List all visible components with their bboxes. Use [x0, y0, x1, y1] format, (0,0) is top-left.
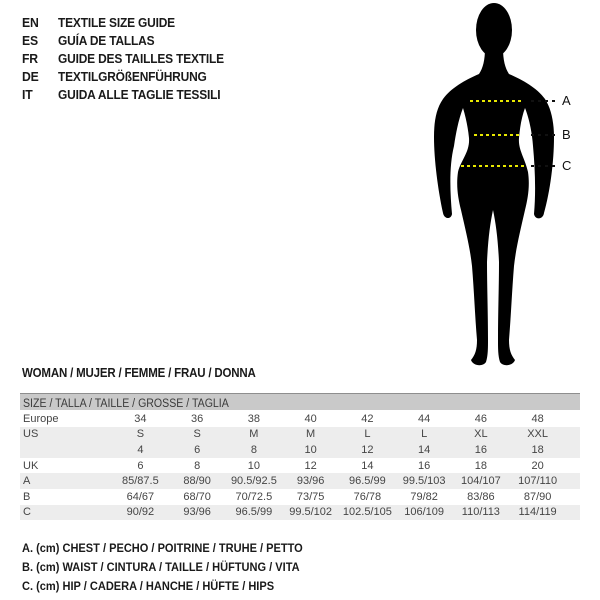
size-cell: 106/109 [404, 506, 444, 519]
size-cell: 44 [418, 412, 431, 425]
size-cell: 12 [361, 443, 374, 456]
legend-line-0 [22, 541, 327, 560]
size-cell: 14 [418, 443, 431, 456]
size-cell: 46 [474, 412, 487, 425]
size-cell: XL [474, 428, 488, 441]
language-code: ES [22, 32, 38, 48]
language-code: EN [22, 14, 39, 30]
measurement-legend [22, 541, 327, 598]
table-row [20, 473, 580, 489]
legend-line-1 [22, 560, 327, 579]
size-cell: 102.5/105 [342, 506, 392, 519]
size-cell: 10 [247, 459, 260, 472]
measure-line-a-body [470, 100, 524, 102]
size-cell: 48 [531, 412, 544, 425]
measure-label-c: C [562, 158, 572, 173]
table-row [20, 505, 580, 521]
row-label: B [23, 490, 31, 503]
size-cell: 110/113 [461, 506, 500, 519]
table-row [20, 442, 580, 458]
size-cell: 38 [247, 412, 260, 425]
table-row [20, 427, 580, 443]
size-cell: 20 [531, 459, 544, 472]
language-label: GUÍA DE TALLAS [58, 32, 155, 48]
size-cell: 93/96 [296, 475, 325, 488]
size-cell: 76/78 [353, 490, 382, 503]
legend-line-text: C. (cm) HIP / CADERA / HANCHE / HÜFTE / HIPS [22, 579, 275, 593]
table-header-bar [20, 393, 580, 410]
size-cell: S [136, 428, 145, 441]
row-label: C [23, 506, 31, 519]
measure-line-b-body [474, 134, 520, 136]
size-cell: 114/119 [518, 506, 557, 519]
measure-line-b-pointer [531, 134, 558, 136]
woman-silhouette-figure [415, 0, 575, 370]
language-label: TEXTILE SIZE GUIDE [58, 14, 175, 30]
row-label: A [23, 475, 31, 488]
language-label: GUIDA ALLE TAGLIE TESSILI [58, 86, 221, 102]
size-cell: XXL [527, 428, 549, 441]
size-cell: 73/75 [296, 490, 325, 503]
size-cell: 107/110 [518, 475, 558, 488]
table-row [20, 489, 580, 505]
size-cell: 36 [191, 412, 204, 425]
size-cell: 42 [361, 412, 374, 425]
measure-line-c-pointer [531, 165, 558, 167]
size-cell: 18 [474, 459, 487, 472]
measure-label-b: B [562, 127, 571, 142]
row-label: Europe [23, 412, 59, 425]
legend-line-text: B. (cm) WAIST / CINTURA / TAILLE / HÜFTUNG / VITA [22, 560, 300, 574]
measure-label-a: A [562, 93, 571, 108]
size-cell: S [193, 428, 201, 441]
size-cell: 96.5/99 [349, 475, 386, 488]
language-code: FR [22, 50, 38, 66]
size-cell: 104/107 [460, 475, 501, 488]
size-cell: L [364, 428, 371, 441]
size-cell: 34 [134, 412, 147, 425]
size-cell: 12 [304, 459, 317, 472]
size-cell: 64/67 [126, 490, 155, 503]
size-cell: 96.5/99 [235, 506, 273, 519]
size-cell: M [306, 428, 316, 441]
table-row [20, 411, 580, 427]
language-label: TEXTILGRÖßENFÜHRUNG [58, 68, 207, 84]
size-cell: 16 [474, 443, 487, 456]
legend-line-2 [22, 579, 327, 598]
table-title: WOMAN / MUJER / FEMME / FRAU / DONNA [22, 366, 256, 380]
size-cell: 14 [361, 459, 374, 472]
size-cell: 70/72.5 [235, 490, 273, 503]
size-cell: 18 [531, 443, 544, 456]
size-cell: 88/90 [183, 475, 211, 488]
size-cell: L [421, 428, 428, 441]
size-cell: 83/86 [467, 490, 495, 503]
size-cell: 79/82 [410, 490, 438, 503]
language-code: DE [22, 68, 39, 84]
size-cell: 85/87.5 [122, 475, 159, 488]
size-cell: 87/90 [523, 490, 552, 503]
size-cell: 90.5/92.5 [230, 475, 277, 488]
size-cell: 90/92 [126, 506, 155, 519]
size-cell: 16 [418, 459, 431, 472]
size-cell: 8 [250, 443, 257, 456]
measure-line-c-body [461, 165, 526, 167]
size-cell: 10 [304, 443, 317, 456]
woman-silhouette [434, 48, 554, 365]
row-label: US [23, 428, 39, 441]
size-cell: 4 [137, 443, 144, 456]
row-label: UK [23, 459, 39, 472]
language-code: IT [22, 86, 33, 102]
table-header-label: SIZE / TALLA / TAILLE / GRÖSSE / TAGLIA [23, 398, 229, 410]
measure-line-a-pointer [531, 100, 558, 102]
language-label: GUIDE DES TAILLES TEXTILE [58, 50, 224, 66]
size-cell: M [249, 428, 259, 441]
size-table [20, 393, 580, 520]
table-row [20, 458, 580, 474]
size-cell: 6 [194, 443, 201, 456]
size-cell: 6 [137, 459, 144, 472]
size-cell: 40 [304, 412, 317, 425]
size-cell: 99.5/103 [402, 475, 446, 488]
legend-line-text: A. (cm) CHEST / PECHO / POITRINE / TRUHE / PETTO [22, 541, 303, 555]
size-cell: 68/70 [183, 490, 211, 503]
size-cell: 99.5/102 [289, 506, 333, 519]
size-cell: 8 [194, 459, 201, 472]
size-cell: 93/96 [183, 506, 211, 519]
